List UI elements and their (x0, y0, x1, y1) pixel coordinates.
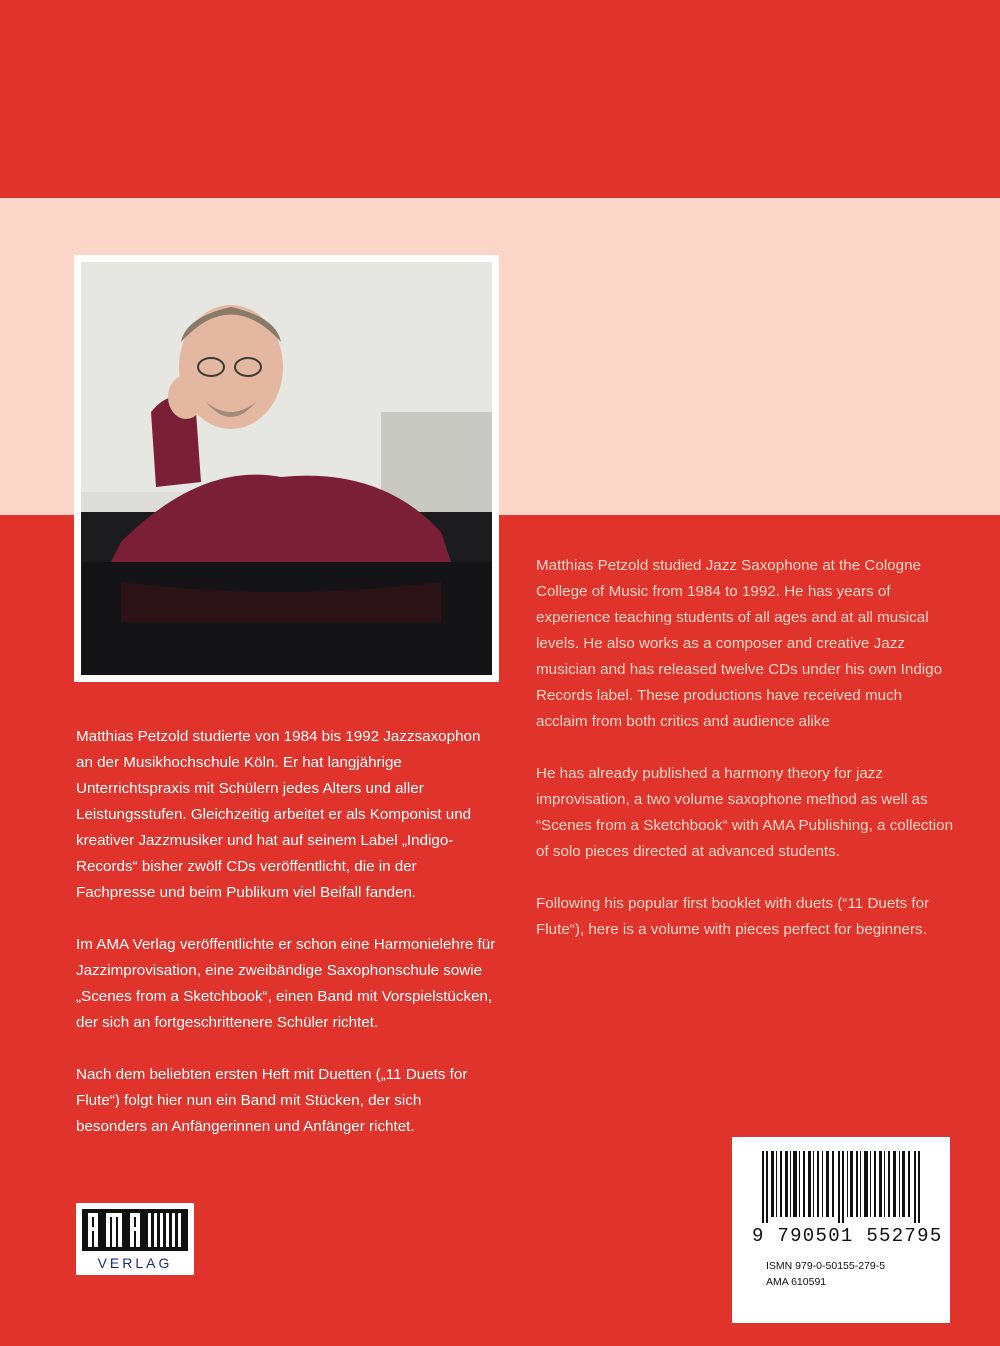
ismn-number: ISMN 979-0-50155-279-5 (766, 1260, 886, 1272)
english-biography (536, 553, 956, 969)
barcode-bars (762, 1151, 922, 1223)
barcode-digits: 9 790501 552795 (752, 1225, 943, 1247)
english-paragraph-2: He has already published a harmony theory for jazz improvisation, a two volume saxophone method as well as “Scenes from a Sketchbook“ with AMA Publishing, a collection of solo pieces directed at advanced students. (536, 765, 954, 860)
german-paragraph-3: Nach dem beliebten ersten Heft mit Duetten („11 Duets for Flute“) folgt hier nun ein Band mit Stücken, der sich besonders an Anfängerinnen und Anfänger richtet. (76, 1066, 468, 1135)
author-photo-image (81, 262, 492, 675)
publisher-name: VERLAG (97, 1255, 173, 1271)
german-paragraph-1: Matthias Petzold studierte von 1984 bis 1992 Jazzsaxophon an der Musikhochschule Köln. Er hat langjährige Unterrichtspraxis mit Schülern jedes Alters und aller Leistungsstufen. Gleichzeitig arbeitet er als Komponist und kreativer Jazzmusiker und hat auf seinem Label „Indigo-Records“ bisher zwölf CDs veröffentlicht, die in der Fachpresse und beim Publikum viel Beifall fanden. (76, 728, 481, 901)
german-paragraph-2: Im AMA Verlag veröffentlichte er schon eine Harmonielehre für Jazzimprovisation, eine zweibändige Saxophonschule sowie „Scenes from a Sketchbook“, einen Band mit Vorspielstücken, der sich an fortgeschrittenere Schüler richtet. (76, 936, 496, 1031)
piano-keys-logo-mark (82, 1209, 188, 1251)
german-biography (76, 724, 496, 1166)
publisher-logo (76, 1203, 194, 1275)
portrait-illustration (81, 262, 492, 675)
top-red-band (0, 0, 1000, 198)
english-paragraph-1: Matthias Petzold studied Jazz Saxophone at the Cologne College of Music from 1984 to 1992. He has years of experience teaching students of all ages and at all musical levels. He also works as a composer and creative Jazz musician and has released twelve CDs under his own Indigo Records label. These productions have received much acclaim from both critics and audience alike (536, 557, 943, 730)
barcode-label (732, 1137, 950, 1323)
english-paragraph-3: Following his popular first booklet with duets (“11 Duets for Flute“), here is a volume with pieces perfect for beginners. (536, 895, 930, 938)
author-photo (74, 255, 499, 682)
catalog-number: AMA 610591 (766, 1276, 827, 1288)
ama-lettering (82, 1209, 188, 1251)
